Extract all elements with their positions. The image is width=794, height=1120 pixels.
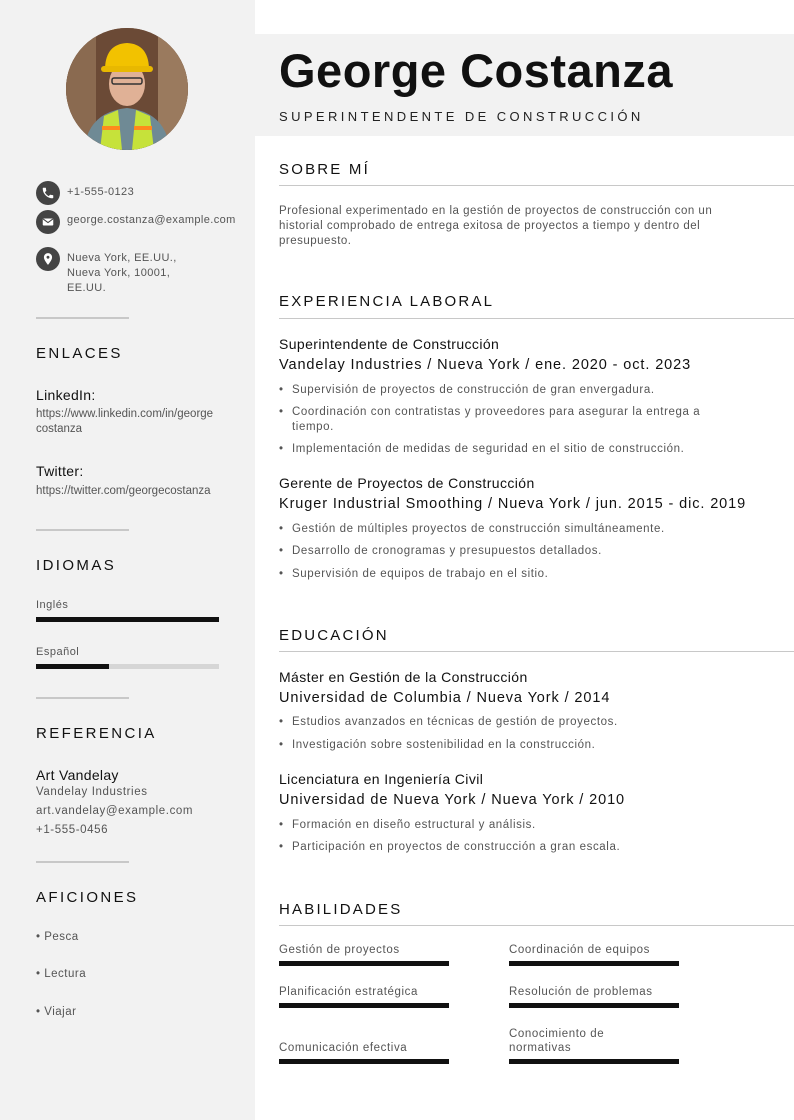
experience-heading: EXPERIENCIA LABORAL: [279, 293, 495, 310]
skill-name: Conocimiento de normativas: [509, 1028, 605, 1054]
skill-name: Resolución de problemas: [509, 986, 653, 998]
hobby-item: • Viajar: [36, 1006, 77, 1018]
email-icon: [36, 210, 60, 234]
language-level-fill: [36, 664, 109, 669]
skill-level-bar: [279, 961, 449, 966]
sidebar-divider: [36, 529, 129, 531]
twitter-label: Twitter:: [36, 463, 84, 479]
skill-level-bar: [509, 961, 679, 966]
skill-name: Gestión de proyectos: [279, 944, 400, 956]
reference-name: Art Vandelay: [36, 767, 119, 783]
skill-name: Coordinación de equipos: [509, 944, 651, 956]
degree-bullet: • Formación en diseño estructural y análisis.: [279, 818, 749, 833]
twitter-url[interactable]: https://twitter.com/georgecostanza: [36, 485, 211, 497]
degree-bullet: • Investigación sobre sostenibilidad en la construcción.: [279, 738, 749, 753]
job-bullet: • Desarrollo de cronogramas y presupuestos detallados.: [279, 544, 749, 559]
sidebar-divider: [36, 317, 129, 319]
language-level-bar: [36, 664, 219, 669]
contact-address-row: [36, 247, 187, 296]
language-name: Español: [36, 646, 80, 658]
profile-photo: [66, 28, 188, 150]
job-role: Superintendente de Construcción: [279, 336, 500, 352]
linkedin-url[interactable]: https://www.linkedin.com/in/georgecostanza: [36, 408, 214, 435]
degree-org: Universidad de Nueva York / Nueva York / 2010: [279, 792, 626, 808]
reference-email[interactable]: art.vandelay@example.com: [36, 805, 194, 817]
skill-level-fill: [509, 1003, 679, 1008]
hobby-label: Lectura: [44, 968, 87, 980]
hobby-item: • Lectura: [36, 968, 87, 980]
contact-email[interactable]: george.costanza@example.com: [67, 214, 236, 226]
language-level-bar: [36, 617, 219, 622]
skill-name: Comunicación efectiva: [279, 1042, 408, 1054]
education-heading: EDUCACIÓN: [279, 627, 389, 644]
skill-level-fill: [279, 1059, 449, 1064]
job-role: Gerente de Proyectos de Construcción: [279, 475, 535, 491]
hobbies-heading: AFICIONES: [36, 889, 139, 906]
skill-level-bar: [509, 1059, 679, 1064]
skills-heading: HABILIDADES: [279, 901, 403, 918]
links-heading: ENLACES: [36, 345, 123, 362]
candidate-name: George Costanza: [279, 44, 674, 97]
section-rule: [279, 185, 794, 186]
degree-title: Máster en Gestión de la Construcción: [279, 669, 528, 685]
skill-level-fill: [279, 961, 449, 966]
skill-level-fill: [509, 1059, 679, 1064]
profile-photo-image: [66, 28, 188, 150]
hobby-label: Viajar: [44, 1006, 77, 1018]
section-rule: [279, 925, 794, 926]
sidebar: [0, 0, 255, 1120]
skill-name: Planificación estratégica: [279, 986, 419, 998]
job-bullet: • Coordinación con contratistas y proveedores para asegurar la entrega a tiempo.: [279, 405, 739, 435]
hobby-item: • Pesca: [36, 931, 79, 943]
section-rule: [279, 651, 794, 652]
skill-level-fill: [279, 1003, 449, 1008]
contact-phone: +1-555-0123: [67, 186, 135, 198]
job-bullet: • Supervisión de proyectos de construcción de gran envergadura.: [279, 383, 749, 398]
contact-email-row: [36, 210, 236, 234]
job-bullet: • Supervisión de equipos de trabajo en el sitio.: [279, 567, 749, 582]
sidebar-divider: [36, 861, 129, 863]
about-text: Profesional experimentado en la gestión de proyectos de construcción con un historial comprobado de entrega exitosa de proyectos a tiempo y dentro del presupuesto.: [279, 205, 713, 247]
skill-level-fill: [509, 961, 679, 966]
job-org: Kruger Industrial Smoothing / Nueva York / jun. 2015 - dic. 2019: [279, 496, 747, 512]
degree-bullet: • Participación en proyectos de construcción a gran escala.: [279, 840, 749, 855]
contact-phone-row: [36, 181, 217, 205]
sidebar-divider: [36, 697, 129, 699]
job-bullet: • Gestión de múltiples proyectos de construcción simultáneamente.: [279, 522, 749, 537]
degree-org: Universidad de Columbia / Nueva York / 2014: [279, 690, 611, 706]
language-level-fill: [36, 617, 219, 622]
skill-level-bar: [509, 1003, 679, 1008]
languages-heading: IDIOMAS: [36, 557, 117, 574]
job-bullet: • Implementación de medidas de seguridad en el sitio de construcción.: [279, 442, 749, 457]
skill-level-bar: [279, 1059, 449, 1064]
job-org: Vandelay Industries / Nueva York / ene. 2020 - oct. 2023: [279, 357, 692, 373]
skill-level-bar: [279, 1003, 449, 1008]
language-name: Inglés: [36, 599, 69, 611]
reference-heading: REFERENCIA: [36, 725, 157, 742]
hobby-label: Pesca: [44, 931, 79, 943]
phone-icon: [36, 181, 60, 205]
contact-address: Nueva York, EE.UU., Nueva York, 10001, EE.UU.: [67, 252, 177, 294]
linkedin-label: LinkedIn:: [36, 387, 96, 403]
reference-company: Vandelay Industries: [36, 786, 148, 798]
candidate-title: SUPERINTENDENTE DE CONSTRUCCIÓN: [279, 109, 644, 124]
degree-bullet: • Estudios avanzados en técnicas de gestión de proyectos.: [279, 715, 749, 730]
location-pin-icon: [36, 247, 60, 271]
section-rule: [279, 318, 794, 319]
reference-phone: +1-555-0456: [36, 824, 109, 836]
degree-title: Licenciatura en Ingeniería Civil: [279, 771, 484, 787]
about-heading: SOBRE MÍ: [279, 161, 370, 178]
